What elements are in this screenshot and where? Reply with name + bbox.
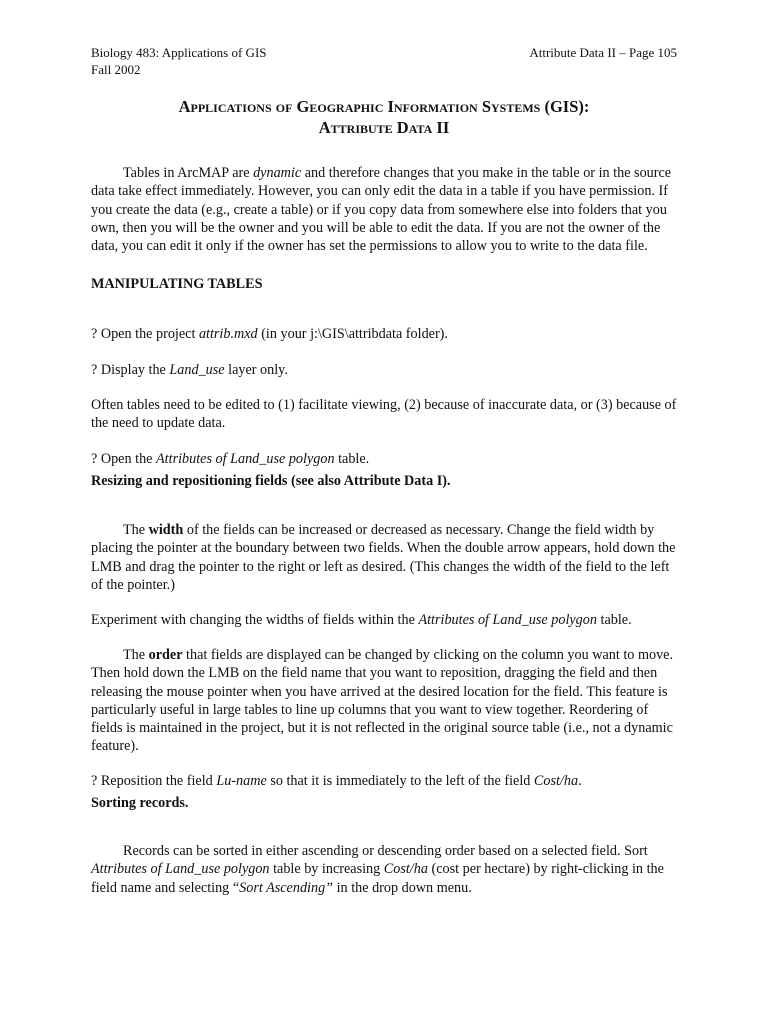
width-text-a: The — [123, 522, 149, 539]
task1-text-c: (in your j:\GIS\attribdata folder). — [257, 326, 448, 343]
order-paragraph — [91, 646, 677, 755]
sort-paragraph — [91, 842, 677, 897]
task1-filename: attrib.mxd — [198, 326, 258, 343]
task3-text-c: table. — [334, 451, 370, 468]
task4-field-lu-name: Lu-name — [216, 773, 267, 790]
task-display-layer — [91, 361, 677, 379]
task4-text-e: . — [578, 773, 582, 790]
intro-text-a: Tables in ArcMAP are — [123, 165, 254, 182]
sort-table-name: Attributes of Land_use polygon — [91, 861, 270, 878]
task1-text-a: ? Open the project — [91, 326, 199, 343]
term: Fall 2002 — [91, 62, 141, 77]
intro-emphasis: dynamic — [253, 165, 302, 182]
experiment-paragraph — [91, 611, 677, 629]
sort-menu-item: Sort Ascending” — [239, 879, 334, 896]
task-reposition-field — [91, 772, 677, 790]
document-title — [0, 96, 768, 138]
order-keyword: order — [148, 647, 183, 664]
sort-text-c: table by increasing — [269, 861, 384, 878]
order-text-a: The — [123, 647, 149, 664]
width-paragraph — [91, 521, 677, 594]
task2-text-a: ? Display the — [91, 362, 170, 379]
sort-text-a: Records can be sorted in either ascending or descending order based on a selected field. Sort — [123, 843, 648, 860]
intro-paragraph — [91, 164, 677, 255]
title-line-1: Applications of Geographic Information Systems (GIS): — [178, 97, 590, 116]
sort-field-name: Cost/ha — [383, 861, 428, 878]
task4-text-c: so that it is immediately to the left of the field — [266, 773, 534, 790]
experiment-text-a: Experiment with changing the widths of fields within the — [91, 612, 419, 629]
task3-table-name: Attributes of Land_use polygon — [156, 451, 335, 468]
subheading-sorting-records: Sorting records. — [91, 795, 189, 811]
width-text-c: of the fields can be increased or decreased as necessary. Change the field width by placing the pointer at the boundary between two fields. When the double arrow appears, hold down the LMB and drag the pointer to the right or left as desired. (This changes the width of the field to the left of the pointer.) — [91, 522, 676, 593]
edit-reasons-paragraph: Often tables need to be edited to (1) facilitate viewing, (2) because of inaccurate data, or (3) because of the need to update data. — [91, 397, 677, 432]
experiment-text-c: table. — [596, 612, 632, 629]
width-keyword: width — [148, 522, 184, 539]
task-open-table — [91, 450, 677, 468]
section-heading-manipulating-tables: MANIPULATING TABLES — [91, 276, 263, 292]
task2-layer-name: Land_use — [169, 362, 225, 379]
task4-text-a: ? Reposition the field — [91, 773, 217, 790]
sort-text-g: in the drop down menu. — [333, 879, 472, 896]
running-header-left — [91, 44, 267, 78]
order-text-c: that fields are displayed can be changed by clicking on the column you want to move. Then hold down the LMB on the field name that you want to reposition, dragging the field and then releasing the mouse pointer when you have arrived at the desired location for the field. This feature is particularly useful in large tables to line up columns that you want to view together. Reordering of fields is maintained in the project, but it is not reflected in the original source table (i.e., not a dynamic feature). — [91, 647, 674, 755]
sort-text-e: (cost per hectare) by right-clicking in the field name and selecting “ — [91, 861, 664, 896]
subheading-resizing-fields: Resizing and repositioning fields (see also Attribute Data I). — [91, 473, 451, 489]
task-open-project — [91, 325, 677, 343]
page-label: Attribute Data II – Page 105 — [529, 45, 677, 60]
task3-text-a: ? Open the — [91, 451, 157, 468]
experiment-table-name: Attributes of Land_use polygon — [418, 612, 597, 629]
title-line-2: Attribute Data II — [318, 118, 450, 137]
intro-text-c: and therefore changes that you make in the table or in the source data take effect immediately. However, you can only edit the data in a table if you have permission. If you create the data (e.g., create a table) or if you copy data from somewhere else into folders that you own, then you will be the owner and you will be able to edit the data. If you are not the owner of the data, you can edit it only if the owner has set the permissions to allow you to write to the data file. — [91, 165, 672, 254]
task4-field-cost-ha: Cost/ha — [533, 773, 579, 790]
task2-text-c: layer only. — [224, 362, 288, 379]
course-name: Biology 483: Applications of GIS — [91, 45, 267, 60]
